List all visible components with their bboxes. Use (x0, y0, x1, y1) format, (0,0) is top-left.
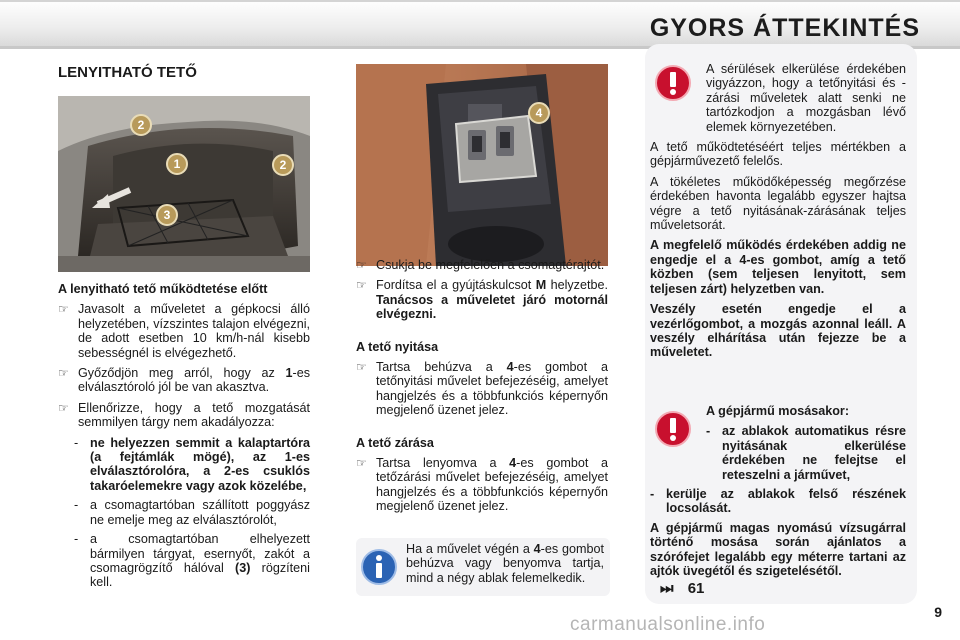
pointing-hand-icon: ☞ (58, 302, 69, 317)
section-title: LENYITHATÓ TETŐ (58, 64, 197, 81)
pointing-hand-icon: ☞ (356, 278, 367, 293)
page-reference[interactable]: ⏭ 61 (660, 580, 705, 597)
high-pressure-note: A gépjármű magas nyomású vízsugárral történő mosása során ajánlatos a szórófejet legalább egy méterre tartani az ajtók üvegétől és szigetelésétől. (650, 520, 906, 579)
pointing-hand-icon: ☞ (356, 258, 367, 272)
info-icon (360, 548, 398, 586)
list-item (356, 360, 608, 418)
column-center (356, 258, 608, 520)
car-wash-section (650, 404, 906, 584)
badge-2: 2 (130, 114, 152, 136)
column-right (650, 62, 906, 366)
pointing-hand-icon: ☞ (58, 400, 69, 415)
trunk-photo (58, 96, 310, 272)
dash-item: - az ablakok automatikus résre nyitásának elkerülése érdekében ne felejtse el reteszelni a járművet, (706, 424, 906, 482)
item-text: Tartsa lenyomva a 4-es gombot a tetőzárási művelet befejezéséig, amelyet hangjelzés és a többfunkciós képernyőn megjelenő üzenet jelez. (376, 456, 608, 514)
list-item (58, 401, 310, 430)
list-item (356, 278, 608, 321)
item-text: Győződjön meg arról, hogy az 1-es elválasztóroló jól be van akasztva. (78, 366, 310, 395)
item-text: Fordítsa el a gyújtáskulcsot M helyzetbe. Tanácsos a műveletet járó motornál elvégezni. (376, 278, 608, 322)
item-text: Tartsa behúzva a 4-es gombot a tetőnyitási művelet befejezéséig, amelyet hangjelzés és a többfunkciós képernyőn megjelenő üzenet jelez. (376, 360, 608, 418)
watermark: carmanualsonline.info (570, 614, 766, 635)
pointing-hand-icon: ☞ (58, 366, 69, 381)
info-box (356, 538, 610, 596)
list-item (356, 258, 608, 272)
page-number: 9 (934, 604, 942, 620)
info-text: Ha a művelet végén a 4-es gombot behúzva vagy benyomva tartja, mind a négy ablak felemelkedik. (406, 542, 604, 585)
opening-heading: A tető nyitása (356, 339, 439, 354)
fast-forward-icon: ⏭ (660, 580, 674, 597)
page-header-title: GYORS ÁTTEKINTÉS (649, 14, 920, 42)
car-wash-heading: A gépjármű mosásakor: (706, 404, 850, 418)
dash-item: - ne helyezzen semmit a kalaptartóra (a fejtámlák mögé), az 1-es elválasztórolóra, a 2-es csuklós takaróelemekre vagy azok közelébe, (74, 435, 310, 493)
header-top-line (0, 0, 960, 2)
list-item (58, 302, 310, 360)
pointing-hand-icon: ☞ (356, 456, 367, 471)
closing-heading: A tető zárása (356, 435, 434, 450)
maintenance-paragraph: A tökéletes működőképesség megőrzése érdekében havonta legalább egyszer hajtsa végre a tető nyitásának-zárásának teljes műveletsorát. (650, 174, 906, 233)
operation-note: A megfelelő működés érdekében addig ne engedje el a 4-es gombot, amíg a tető közben (sem teljesen lenyitott, sem teljesen zárt) helyzetben van. (650, 238, 906, 296)
responsibility-paragraph: A tető működtetéséért teljes mértékben a gépjárművezető felelős. (650, 140, 906, 169)
dash-item: - a csomagtartóban szállított poggyász ne emelje meg az elválasztórolót, (74, 498, 310, 527)
item-text: Javasolt a műveletet a gépkocsi álló helyzetében, vízszintes talajon elvégezni, de adott esetben 10 km/h-nál kisebb sebességnél is elvégezhető. (78, 302, 310, 360)
badge-2: 2 (272, 154, 294, 176)
console-photo (356, 64, 608, 266)
warning-paragraph: A sérülések elkerülése érdekében vigyázzon, hogy a tetőnyitási és -zárási műveletek alatt senki ne tartózkodjon a mozgásban lévő elemek környezetében. (706, 62, 906, 134)
before-use-heading: A lenyitható tető működtetése előtt (58, 282, 268, 296)
dash-item: - a csomagtartóban elhelyezett bármilyen tárgyat, esernyőt, zakót a csomagrögzítő hálóval (3) rögzíteni kell. (74, 532, 310, 590)
danger-note: Veszély esetén engedje el a vezérlőgombot, a mozgás azonnal leáll. A veszély elhárítása után fejezze be a műveletet. (650, 302, 906, 360)
column-left (58, 282, 310, 595)
dash-item: - kerülje az ablakok felső részének locsolását. (650, 487, 906, 516)
list-item (58, 366, 310, 395)
badge-4: 4 (528, 102, 550, 124)
pointing-hand-icon: ☞ (356, 360, 367, 375)
item-text: Ellenőrizze, hogy a tető mozgatását semmilyen tárgy nem akadályozza: (78, 400, 310, 430)
badge-3: 3 (156, 204, 178, 226)
list-item (356, 456, 608, 514)
item-text: Csukja be megfelelően a csomagtérajtót. (376, 258, 605, 272)
badge-1: 1 (166, 153, 188, 175)
